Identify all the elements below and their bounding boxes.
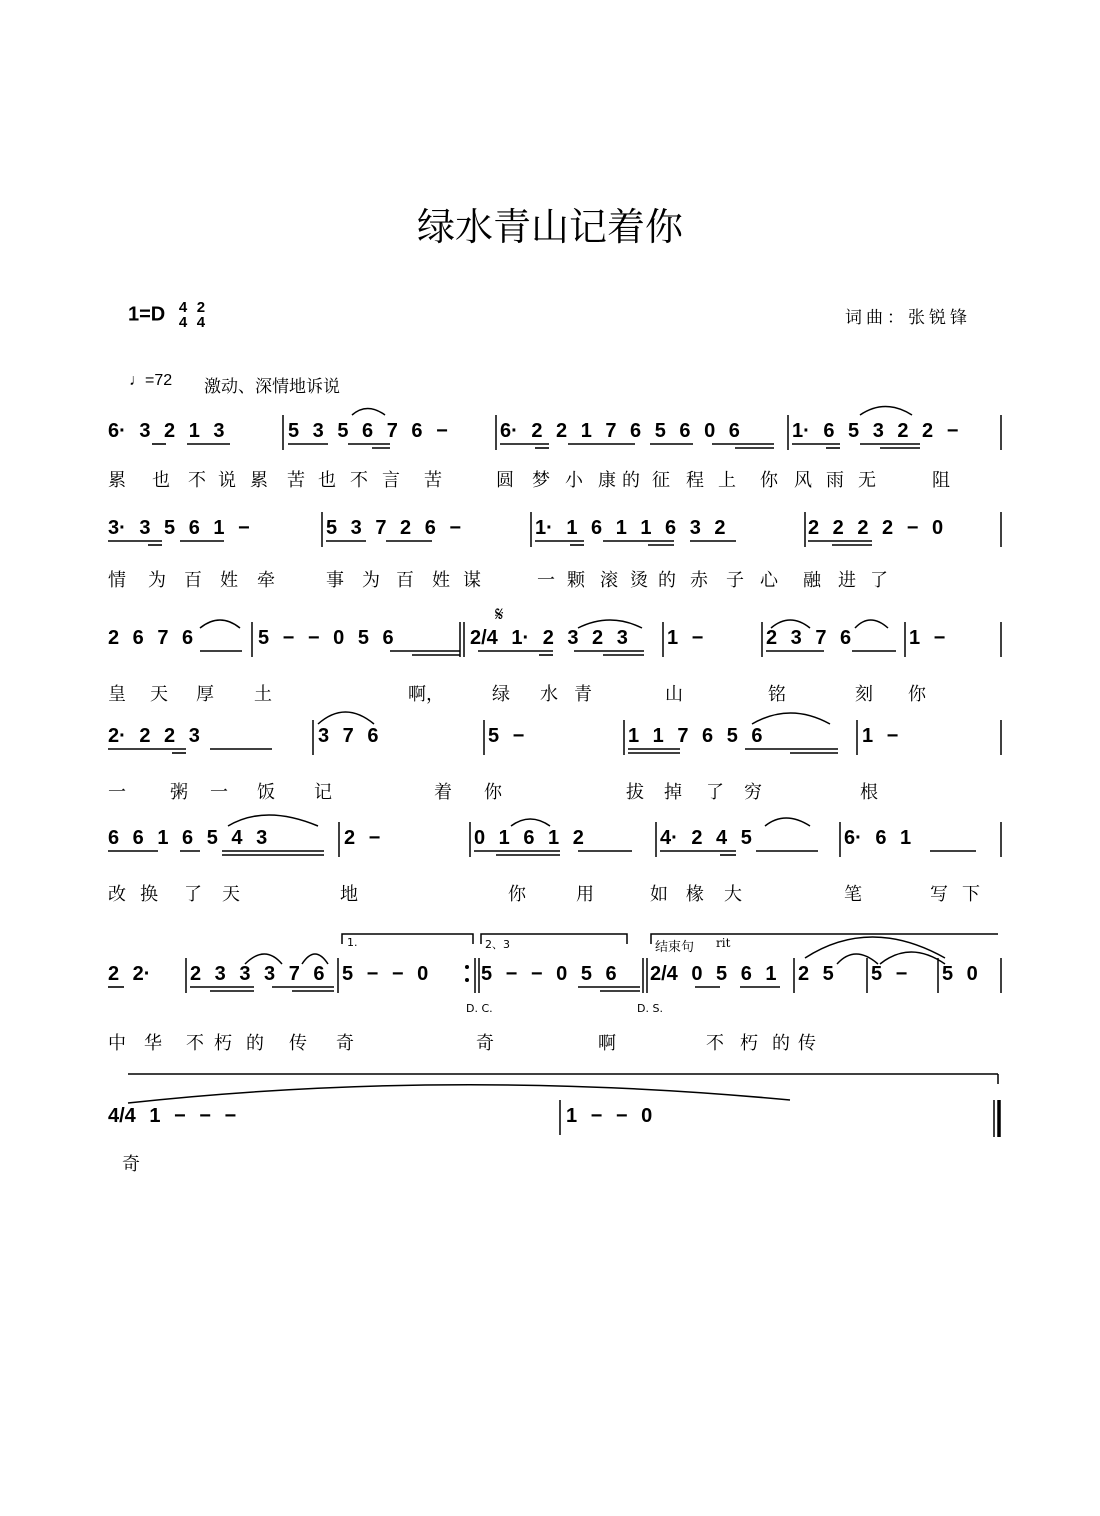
lyric-syllable: 上 xyxy=(718,470,736,491)
lyric-syllable: 的 xyxy=(658,570,676,591)
author: 词曲：张锐锋 xyxy=(845,308,971,328)
measure-notes: 3· 3 5 6 1 − xyxy=(108,517,250,539)
measure-notes: 2· 2 2 3 xyxy=(108,725,200,747)
measure-notes: 6· 2 2 1 7 6 5 6 0 6 xyxy=(500,420,740,442)
measure-notes: 0 1 6 1 2 xyxy=(474,827,584,849)
lyric-syllable: 改 xyxy=(108,884,126,905)
lyric-syllable: 山 xyxy=(665,684,683,705)
lyric-syllable: 了 xyxy=(706,782,724,803)
lyric-syllable: 进 xyxy=(838,570,856,591)
measure-notes: 6· 3 2 1 3 xyxy=(108,420,225,442)
lyric-syllable: 也 xyxy=(152,470,170,491)
lyric-syllable: 换 xyxy=(140,884,158,905)
lyric-syllable: 说 xyxy=(218,470,236,491)
lyric-syllable: 你 xyxy=(908,684,926,705)
slur xyxy=(860,407,912,416)
measure-notes: 2 2 2 2 − 0 xyxy=(808,517,944,539)
time-signature-4-4: 4 4 xyxy=(178,299,188,331)
lyric-syllable: 百 xyxy=(184,570,202,591)
lyric-syllable: 啊 xyxy=(598,1033,616,1054)
lyric-syllable: 你 xyxy=(760,470,778,491)
measure-notes: 5 − − 0 5 6 xyxy=(481,963,617,985)
measure-notes: 5 0 xyxy=(942,963,978,985)
lyric-syllable: 朽 xyxy=(214,1033,232,1054)
lyric-syllable: 如 xyxy=(650,884,668,905)
lyric-syllable: 天 xyxy=(150,684,168,705)
lyric-syllable: 传 xyxy=(289,1033,307,1054)
expression-marking: 激动、深情地诉说 xyxy=(204,377,340,396)
lyric-syllable: 朽 xyxy=(740,1033,758,1054)
lyric-syllable: 刻 xyxy=(855,684,873,705)
slur xyxy=(805,937,945,958)
rit-label: rit xyxy=(716,936,731,950)
measure-notes: 2/4 1· 2 3 2 3 xyxy=(470,627,628,649)
lyric-syllable: 不 xyxy=(186,1033,204,1054)
lyric-syllable: 的 xyxy=(622,470,640,491)
lyric-syllable: 饭 xyxy=(257,782,275,803)
lyric-syllable: 言 xyxy=(382,470,400,491)
slur xyxy=(752,713,830,724)
lyric-syllable: 心 xyxy=(760,570,778,591)
lyric-syllable: 奇 xyxy=(476,1033,494,1054)
lyric-syllable: 椽 xyxy=(686,884,704,905)
lyric-syllable: 土 xyxy=(254,684,272,705)
lyric-syllable: 着 xyxy=(434,782,452,803)
lyric-syllable: 奇 xyxy=(336,1033,354,1054)
measure-notes: 1 − xyxy=(909,627,946,649)
ds-label: D. S. xyxy=(637,1002,663,1015)
measure-notes: 6 6 1 6 5 4 3 xyxy=(108,827,268,849)
lyric-syllable: 水 xyxy=(540,684,558,705)
page-title: 绿水青山记着你 xyxy=(416,205,683,249)
lyric-syllable: 一 xyxy=(210,782,228,803)
lyric-syllable: 也 xyxy=(318,470,336,491)
lyric-syllable: 厚 xyxy=(196,684,214,705)
measure-notes: 4/4 1 − − − xyxy=(108,1105,237,1127)
lyric-syllable: 笔 xyxy=(844,884,862,905)
slur xyxy=(245,954,282,964)
slur xyxy=(302,954,328,964)
lyric-syllable: 小 xyxy=(565,470,583,491)
lyric-syllable: 情 xyxy=(108,570,126,591)
measure-notes: 5 3 5 6 7 6 − xyxy=(288,420,448,442)
slur xyxy=(228,815,318,826)
measure-notes: 1 − − 0 xyxy=(566,1105,653,1127)
volta-1-bracket xyxy=(342,934,473,944)
lyric-syllable: 姓 xyxy=(220,570,238,591)
lyric-syllable: 圆 xyxy=(496,470,514,491)
lyric-syllable: 姓 xyxy=(432,570,450,591)
slur xyxy=(318,712,374,724)
measure-notes: 2 6 7 6 xyxy=(108,627,194,649)
lyric-syllable: 穷 xyxy=(744,782,762,803)
lyric-syllable: 滚 xyxy=(600,570,618,591)
measure-notes: 1 1 7 6 5 6 xyxy=(628,725,763,747)
slur xyxy=(837,954,878,964)
repeat-dot xyxy=(465,978,469,982)
measure-notes: 5 − − 0 xyxy=(342,963,429,985)
lyric-syllable: 融 xyxy=(803,570,821,591)
lyric-syllable: 奇 xyxy=(122,1154,140,1175)
measure-notes: 3 7 6 xyxy=(318,725,379,747)
lyric-syllable: 写 xyxy=(930,884,948,905)
lyric-syllable: 雨 xyxy=(826,470,844,491)
volta-2-label: 2、3 xyxy=(485,938,510,951)
slur xyxy=(771,620,810,628)
lyric-syllable: 累 xyxy=(108,470,126,491)
lyric-syllable: 不 xyxy=(188,470,206,491)
lyric-syllable: 程 xyxy=(686,470,704,491)
measure-notes: 5 − − 0 5 6 xyxy=(258,627,394,649)
lyric-syllable: 赤 xyxy=(690,570,708,591)
lyric-syllable: 阻 xyxy=(932,470,950,491)
measure-notes: 1· 1 6 1 1 6 3 2 xyxy=(535,517,726,539)
lyric-syllable: 无 xyxy=(858,470,876,491)
lyric-syllable: 梦 xyxy=(532,470,550,491)
lyric-syllable: 为 xyxy=(362,570,380,591)
lyric-syllable: 地 xyxy=(340,884,358,905)
lyric-syllable: 用 xyxy=(576,884,594,905)
lyric-syllable: 谋 xyxy=(463,570,481,591)
measure-notes: 4· 2 4 5 xyxy=(660,827,752,849)
lyric-syllable: 了 xyxy=(870,570,888,591)
lyric-syllable: 掉 xyxy=(664,782,682,803)
lyric-syllable: 征 xyxy=(652,470,670,491)
measure-notes: 5 − xyxy=(488,725,525,747)
lyric-syllable: 大 xyxy=(724,884,742,905)
lyric-syllable: 中 xyxy=(108,1033,126,1054)
lyric-syllable: 子 xyxy=(726,570,744,591)
lyric-syllable: 绿 xyxy=(492,684,510,705)
slur xyxy=(128,1085,790,1103)
lyric-syllable: 累 xyxy=(250,470,268,491)
lyric-syllable: 百 xyxy=(396,570,414,591)
lyric-syllable: 粥 xyxy=(170,782,188,803)
measure-notes: 5 − xyxy=(871,963,908,985)
lyric-syllable: 啊， xyxy=(408,684,444,705)
lyric-syllable: 华 xyxy=(144,1033,162,1054)
lyric-syllable: 你 xyxy=(484,782,502,803)
lyric-syllable: 事 xyxy=(326,570,344,591)
measure-notes: 1 − xyxy=(667,627,704,649)
volta-1-label: 1. xyxy=(347,936,358,949)
tempo-marking: ♩=72 xyxy=(129,372,173,389)
measure-notes: 2 − xyxy=(344,827,381,849)
time-signature-2-4: 2 4 xyxy=(196,299,206,331)
lyric-syllable: 青 xyxy=(574,684,592,705)
slur xyxy=(765,818,810,826)
lyric-syllable: 传 xyxy=(798,1033,816,1054)
measure-notes: 6· 6 1 xyxy=(844,827,912,849)
dc-label: D. C. xyxy=(466,1002,493,1015)
key-label: 1=D xyxy=(128,303,166,326)
lyric-syllable: 拔 xyxy=(626,782,644,803)
slur xyxy=(200,620,240,628)
measure-notes: 5 3 7 2 6 − xyxy=(326,517,462,539)
lyric-syllable: 天 xyxy=(222,884,240,905)
measure-notes: 2 3 3 3 7 6 xyxy=(190,963,325,985)
lyric-syllable: 你 xyxy=(508,884,526,905)
slur xyxy=(855,620,888,628)
lyric-syllable: 记 xyxy=(314,782,332,803)
repeat-dot xyxy=(465,965,469,969)
slur xyxy=(578,620,642,628)
ending-bracket xyxy=(651,934,998,944)
lyric-syllable: 一 xyxy=(537,570,555,591)
measure-notes: 1· 6 5 3 2 2 − xyxy=(792,420,959,442)
lyric-syllable: 风 xyxy=(794,470,812,491)
lyric-syllable: 颗 xyxy=(567,570,585,591)
measure-notes: 2 5 xyxy=(798,963,834,985)
measure-notes: 2/4 0 5 6 1 xyxy=(650,963,777,985)
lyric-syllable: 为 xyxy=(148,570,166,591)
lyric-syllable: 苦 xyxy=(424,470,442,491)
lyric-syllable: 牵 xyxy=(257,570,275,591)
measure-notes: 2 2· xyxy=(108,963,151,985)
lyric-syllable: 下 xyxy=(962,884,980,905)
lyric-syllable: 不 xyxy=(350,470,368,491)
slur xyxy=(880,952,945,964)
lyric-syllable: 苦 xyxy=(287,470,305,491)
measure-notes: 2 3 7 6 xyxy=(766,627,852,649)
lyric-syllable: 一 xyxy=(108,782,126,803)
lyric-syllable: 的 xyxy=(772,1033,790,1054)
lyric-syllable: 根 xyxy=(860,782,878,803)
segno-sign: 𝄋 xyxy=(495,604,504,626)
slur xyxy=(352,409,385,416)
lyric-syllable: 康 xyxy=(598,470,616,491)
lyric-syllable: 了 xyxy=(184,884,202,905)
lyric-syllable: 烫 xyxy=(630,570,648,591)
lyric-syllable: 皇 xyxy=(108,684,126,705)
measure-notes: 1 − xyxy=(862,725,899,747)
lyric-syllable: 铭 xyxy=(768,684,786,705)
ending-label: 结束句 xyxy=(655,940,695,955)
slur xyxy=(511,819,550,826)
lyric-syllable: 不 xyxy=(706,1033,724,1054)
lyric-syllable: 的 xyxy=(246,1033,264,1054)
